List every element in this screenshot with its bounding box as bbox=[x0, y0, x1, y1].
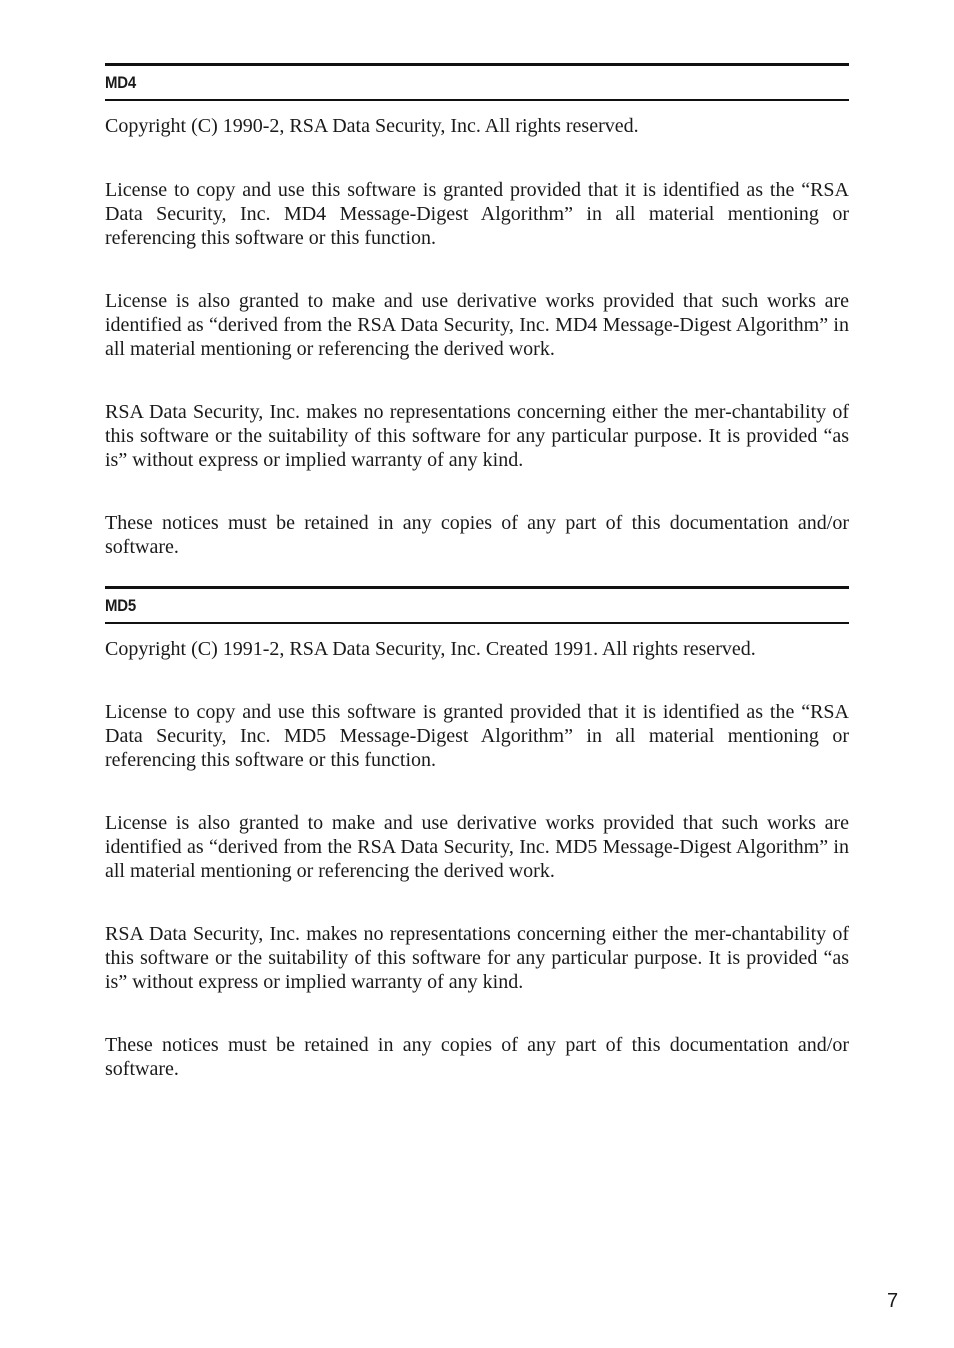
copyright-notice: Copyright (C) 1990-2, RSA Data Security, Inc. All rights reserved. bbox=[105, 115, 639, 137]
section-md4 bbox=[105, 63, 849, 563]
retention-notice-paragraph: These notices must be retained in any copies of any part of this documentation and/or software. bbox=[105, 1034, 849, 1080]
warranty-disclaimer-paragraph: RSA Data Security, Inc. makes no representations concerning either the mer-chantability of this software or the suitability of this software for any particular purpose. It is provided “as is” without express or implied warranty of any kind. bbox=[105, 401, 849, 471]
license-paragraph: License to copy and use this software is granted provided that it is identified as the “RSA Data Security, Inc. MD4 Message-Digest Algorithm” in all material mentioning or referencing this software or this function. bbox=[105, 179, 849, 249]
page-number: 7 bbox=[887, 1290, 899, 1312]
derivative-license-paragraph: License is also granted to make and use derivative works provided that such works are identified as “derived from the RSA Data Security, Inc. MD4 Message-Digest Algorithm” in all material mentioning or referencing the derived work. bbox=[105, 290, 849, 360]
derivative-license-paragraph: License is also granted to make and use derivative works provided that such works are identified as “derived from the RSA Data Security, Inc. MD5 Message-Digest Algorithm” in all material mentioning or referencing the derived work. bbox=[105, 812, 849, 882]
copyright-notice: Copyright (C) 1991-2, RSA Data Security, Inc. Created 1991. All rights reserved. bbox=[105, 638, 756, 660]
section-title: MD5 bbox=[105, 595, 137, 615]
retention-notice-paragraph: These notices must be retained in any copies of any part of this documentation and/or software. bbox=[105, 512, 849, 558]
section-title: MD4 bbox=[105, 72, 137, 92]
section-header bbox=[105, 63, 849, 101]
warranty-disclaimer-paragraph: RSA Data Security, Inc. makes no representations concerning either the mer-chantability of this software or the suitability of this software for any particular purpose. It is provided “as is” without express or implied warranty of any kind. bbox=[105, 923, 849, 993]
section-md5 bbox=[105, 586, 849, 1086]
license-paragraph: License to copy and use this software is granted provided that it is identified as the “RSA Data Security, Inc. MD5 Message-Digest Algorithm” in all material mentioning or referencing this software or this function. bbox=[105, 701, 849, 771]
section-header bbox=[105, 586, 849, 624]
